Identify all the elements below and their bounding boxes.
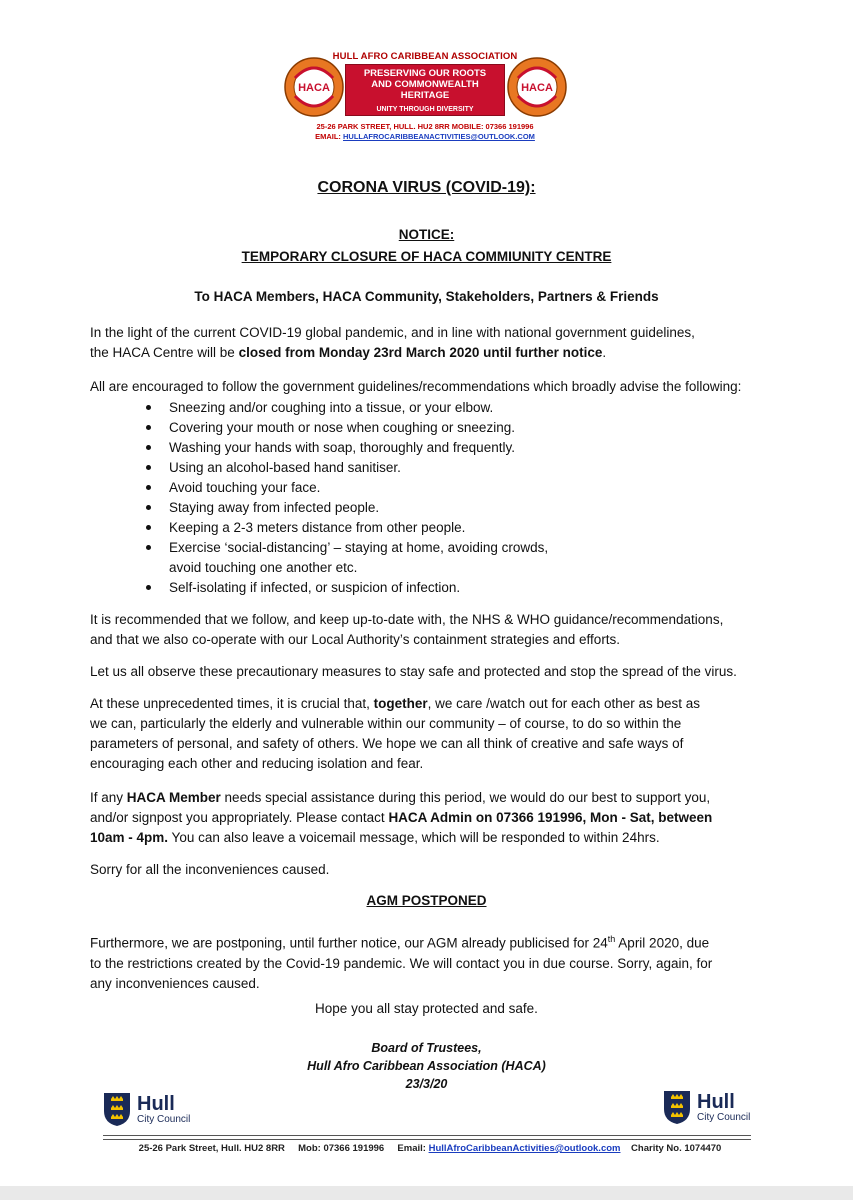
footer-email-label: Email: [397,1143,426,1154]
together-bold: together [373,696,428,711]
nhs-who-paragraph [90,610,810,650]
assist-line-2: and/or signpost you appropriately. Please contact [90,810,389,825]
agm-paragraph [90,929,810,994]
apology-paragraph: Sorry for all the inconveniences caused. [90,862,330,877]
list-item [146,538,806,578]
footer-divider [103,1135,751,1140]
list-item-continuation: avoid touching one another etc. [169,560,358,575]
haca-emblem-icon [283,56,345,118]
council-name: Hull [137,1092,175,1115]
footer-contact-line [100,1143,760,1154]
together-line-1-end: , we care /watch out for each other as best as [427,696,701,711]
together-paragraph [90,694,810,774]
signature-block [0,1039,853,1093]
crest-icon [102,1091,132,1127]
footer-mobile: Mob: 07366 191996 [298,1143,385,1154]
intro-line-2-end: . [602,345,607,360]
agm-heading: AGM POSTPONED [366,893,487,908]
council-sub: City Council [137,1113,191,1125]
intro-line-2: the HACA Centre will be [90,345,239,360]
council-sub: City Council [697,1111,751,1123]
closing-line: Hope you all stay protected and safe. [315,1001,538,1016]
list-item: Using an alcohol-based hand sanitiser. [146,458,806,478]
assistance-paragraph [90,788,810,848]
closure-heading: TEMPORARY CLOSURE OF HACA COMMIUNITY CENTRE [241,249,612,264]
guidelines-list [146,398,806,598]
email-label: EMAIL: [315,132,341,141]
signature-date: 23/3/20 [405,1077,448,1091]
together-line-4: encouraging each other and reducing isolation and fear. [90,756,424,771]
emblem-text: HACA [521,82,553,94]
list-item: Keeping a 2-3 meters distance from other people. [146,518,806,538]
footer-address: 25-26 Park Street, Hull. HU2 8RR [138,1143,285,1154]
together-line-1: At these unprecedented times, it is crucial that, [90,696,374,711]
closure-date-text: closed from Monday 23rd March 2020 until further notice [238,345,603,360]
list-item-text: Exercise ‘social-distancing’ – staying at home, avoiding crowds, [169,540,549,555]
footer-charity-number: Charity No. 1074470 [631,1143,722,1154]
notice-heading: NOTICE: [398,227,455,242]
signature-org: Hull Afro Caribbean Association (HACA) [307,1059,546,1073]
intro-line-1: In the light of the current COVID-19 global pandemic, and in line with national government guidelines, [90,325,695,340]
crest-icon [662,1089,692,1125]
signature-board: Board of Trustees, [371,1041,482,1055]
list-item: Sneezing and/or coughing into a tissue, or your elbow. [146,398,806,418]
assist-line-3: You can also leave a voicemail message, which will be responded to within 24hrs. [168,830,660,845]
emblem-text: HACA [298,82,330,94]
nhs-line-2: and that we also co-operate with our Local Authority’s containment strategies and efforts. [90,632,621,647]
agm-line-2: to the restrictions created by the Covid-19 pandemic. We will contact you in due course. Sorry, again, for [90,955,713,971]
motto-line-3: HERITAGE [400,90,450,101]
motto-line-1: PRESERVING OUR ROOTS [363,68,487,79]
guidelines-intro: All are encouraged to follow the government guidelines/recommendations which broadly advise the following: [90,379,742,394]
haca-member-bold: HACA Member [126,790,221,805]
list-item: Covering your mouth or nose when coughing or sneezing. [146,418,806,438]
precaution-paragraph: Let us all observe these precautionary measures to stay safe and protected and stop the spread of the virus. [90,664,737,679]
assist-line-1: If any [90,790,127,805]
audience-line: To HACA Members, HACA Community, Stakeholders, Partners & Friends [194,289,659,304]
page-bottom-edge [0,1186,853,1200]
letterhead-email-line [260,132,590,141]
footer-email-link[interactable]: HullAfroCaribbeanActivities@outlook.com [428,1143,621,1154]
ordinal-suffix: th [607,934,616,944]
admin-hours-bold: 10am - 4pm. [90,830,169,845]
list-item: Self-isolating if infected, or suspicion of infection. [146,578,806,598]
haca-emblem-icon [506,56,568,118]
motto-line-2: AND COMMONWEALTH [371,79,479,90]
list-item: Washing your hands with soap, thoroughly and frequently. [146,438,806,458]
hull-city-council-logo [102,1091,190,1127]
intro-paragraph [90,323,810,363]
org-name: HULL AFRO CARIBBEAN ASSOCIATION [332,51,518,62]
motto-box [345,64,505,116]
together-line-3: parameters of personal, and safety of others. We hope we can all think of creative and safe ways of [90,736,684,751]
unity-tagline: UNITY THROUGH DIVERSITY [376,106,474,113]
admin-contact-bold: HACA Admin on 07366 191996, Mon - Sat, between [388,810,713,825]
agm-line-3: any inconveniences caused. [90,975,260,991]
agm-line-1: Furthermore, we are postponing, until further notice, our AGM already publicised for 24 [90,935,608,951]
list-item: Avoid touching your face. [146,478,806,498]
list-item: Staying away from infected people. [146,498,806,518]
agm-line-1-end: April 2020, due [615,935,710,951]
assist-line-1-end: needs special assistance during this period, we would do our best to support you, [220,790,711,805]
nhs-line-1: It is recommended that we follow, and keep up-to-date with, the NHS & WHO guidance/recommendations, [90,612,724,627]
letterhead-address: 25-26 PARK STREET, HULL. HU2 8RR MOBILE: 07366 191996 [316,122,534,131]
council-name: Hull [697,1090,735,1113]
together-line-2: we can, particularly the elderly and vulnerable within our community – of course, to do so within the [90,716,682,731]
hull-city-council-logo [662,1089,750,1125]
letterhead-email-link[interactable]: HULLAFROCARIBBEANACTIVITIES@OUTLOOK.COM [343,132,535,141]
page-title: CORONA VIRUS (COVID-19): [317,179,536,196]
